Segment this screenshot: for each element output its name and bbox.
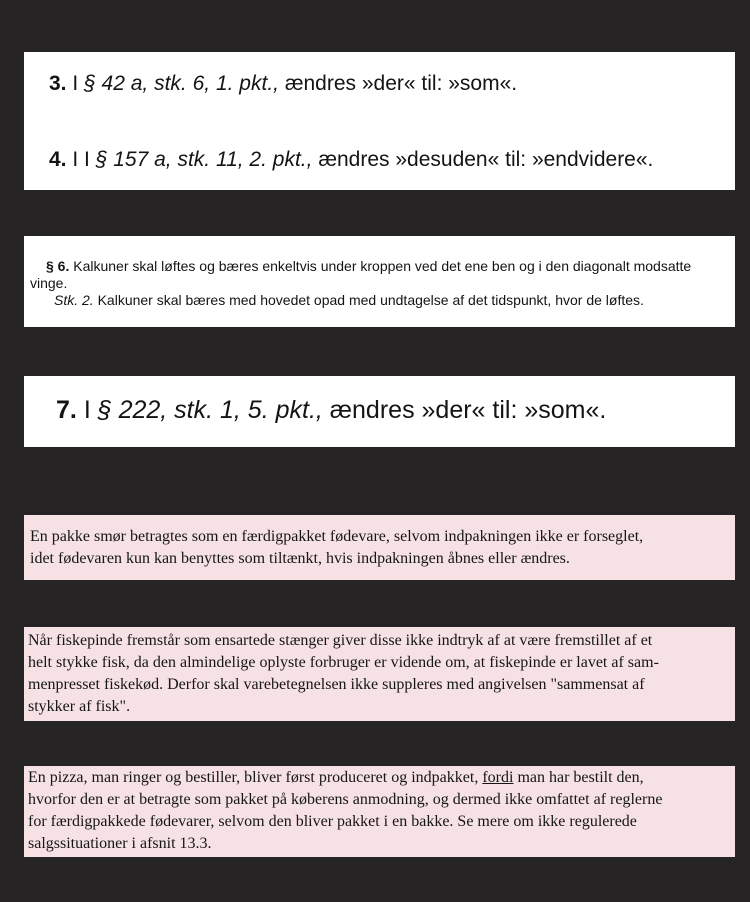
amendment-reference: § 42 a, stk. 6, 1. pkt., bbox=[84, 72, 279, 95]
amendment-text: ændres »der« til: »som«. bbox=[284, 72, 518, 95]
amendment-4 bbox=[49, 148, 653, 172]
amendment-number: 3. bbox=[49, 72, 67, 95]
note-line: Når fiskepinde fremstår som ensartede stænger giver disse ikke indtryk af at være fremstillet af et bbox=[28, 632, 653, 649]
amendment-card-3-4 bbox=[24, 52, 735, 190]
amendment-7 bbox=[56, 396, 606, 425]
amendment-text: ændres »der« til: »som«. bbox=[329, 396, 607, 424]
stk-2-line bbox=[54, 292, 644, 309]
regulation-card-paragraph-6 bbox=[24, 236, 735, 327]
amendment-number: 7. bbox=[56, 396, 77, 424]
amendment-separator: I bbox=[72, 72, 79, 95]
note-line: for færdigpakkede fødevarer, selvom den bliver pakket i en bakke. Se mere om ikke regulerede bbox=[28, 813, 637, 830]
amendment-3 bbox=[49, 72, 517, 96]
note-card-butter bbox=[24, 515, 735, 580]
underlined-word: fordi bbox=[482, 769, 514, 786]
amendment-card-7 bbox=[24, 376, 735, 447]
paragraph-label: § 6. bbox=[46, 258, 70, 274]
amendment-text: ændres »desuden« til: »endvidere«. bbox=[318, 148, 654, 171]
note-text: En pizza, man ringer og bestiller, bliver først produceret og indpakket, bbox=[28, 769, 483, 786]
amendment-separator: I I bbox=[72, 148, 90, 171]
note-line: idet fødevaren kun kan benyttes som tiltænkt, hvis indpakningen åbnes eller ændres. bbox=[30, 550, 570, 567]
note-line bbox=[28, 767, 644, 789]
amendment-number: 4. bbox=[49, 148, 67, 171]
amendment-separator: I bbox=[83, 396, 91, 424]
note-line: En pakke smør betragtes som en færdigpakket fødevare, selvom indpakningen ikke er forseglet, bbox=[30, 528, 644, 545]
note-line: salgssituationer i afsnit 13.3. bbox=[28, 835, 212, 852]
note-line: helt stykke fisk, da den almindelige oplyste forbruger er vidende om, at fiskepinde er lavet af sam- bbox=[28, 654, 659, 671]
note-line: menpresset fiskekød. Derfor skal varebetegnelsen ikke suppleres med angivelsen "sammensat af bbox=[28, 676, 645, 693]
note-card-pizza bbox=[24, 766, 735, 857]
amendment-reference: § 222, stk. 1, 5. pkt., bbox=[97, 396, 323, 424]
note-text: man har bestilt den, bbox=[513, 769, 644, 786]
paragraph-6-line bbox=[46, 258, 691, 275]
stk-label: Stk. 2. bbox=[54, 292, 94, 308]
paragraph-text: Kalkuner skal løftes og bæres enkeltvis under kroppen ved det ene ben og i den diagonalt modsatte bbox=[73, 258, 692, 274]
note-line: stykker af fisk". bbox=[28, 698, 131, 715]
note-card-fish-sticks bbox=[24, 627, 735, 721]
paragraph-6-continuation: vinge. bbox=[30, 275, 68, 291]
note-line: hvorfor den er at betragte som pakket på køberens anmodning, og dermed ikke omfattet af reglerne bbox=[28, 791, 663, 808]
stk-text: Kalkuner skal bæres med hovedet opad med undtagelse af det tidspunkt, hvor de løftes. bbox=[97, 292, 644, 308]
amendment-reference: § 157 a, stk. 11, 2. pkt., bbox=[95, 148, 313, 171]
